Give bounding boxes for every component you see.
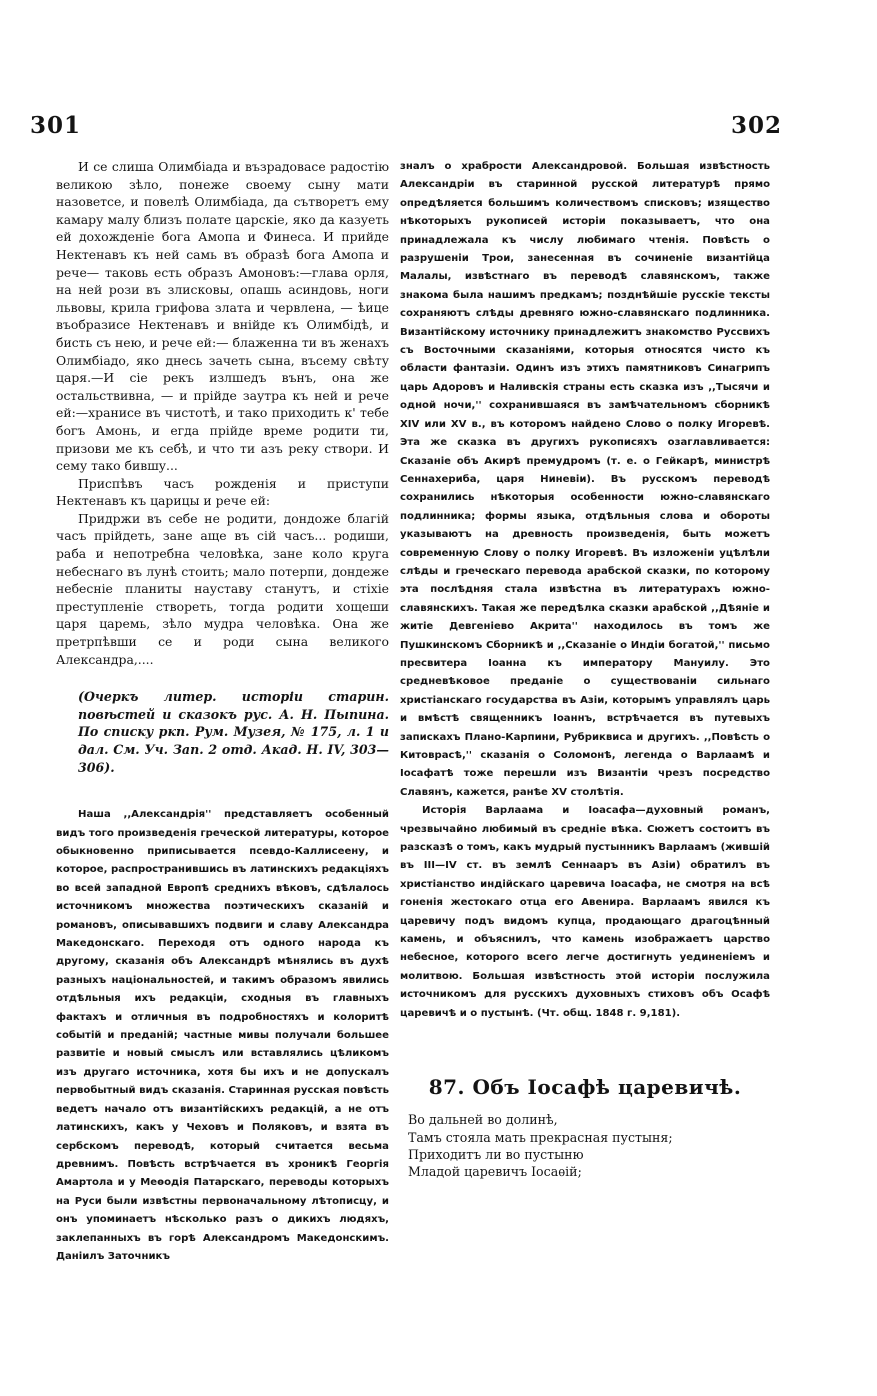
song-text bbox=[56, 158, 389, 668]
poem-line: Тамъ стояла мать прекрасная пустыня; bbox=[408, 1129, 673, 1145]
commentary-text bbox=[400, 158, 770, 1023]
commentary-paragraph: зналъ о храбрости Александровой. Большая извѣстность Александріи въ старинной русской литературѣ прямо опредѣляется большимъ количествомъ списковъ; изящество нѣкоторыхъ рукописей исторіи показываетъ, что она принадлежала къ числу любимаго чтенія. Повѣсть о разрушеніи Трои, занесенная въ сочиненіе византійца Малалы, извѣстнаго въ переводѣ славянскомъ, также знакома была нашимъ предкамъ; позднѣйшіе русскіе тексты сохраняютъ слѣды древняго южно-славянскаго подлинника. Византійскому источнику принадлежитъ знакомство Руссвихъ съ Восточными сказаніями, которыя относятся чисто къ области фантазіи. Одинъ изъ этихъ памятниковъ Синагрипъ царь Адоровъ и Наливскія страны есть сказка изъ ,,Тысячи и одной ночи,'' сохранившаяся въ замѣчательномъ сборникѣ XIV или XV в., въ которомъ найдено Слово о полку Игоревѣ. Эта же сказка въ другихъ рукописяхъ озаглавливается: Сказаніе объ Акирѣ премудромъ (т. е. о Гейкарѣ, министрѣ Сеннахериба, царя Ниневіи). Въ русскомъ переводѣ сохранились нѣкоторыя особенности южно-славянскаго подлинника; формы языка, отдѣльныя слова и обороты указываютъ на древность произведенія, быть можетъ современную Слову о полку Игоревѣ. Въ изложеніи уцѣлѣли слѣды и греческаго перевода арабской сказки, по которому эта послѣдняя стала извѣстна въ литературахъ южно-славянскихъ. Такая же передѣлка сказки арабской ,,Дѣяніе и житіе Девгеніево Акрита'' находилось въ томъ же Пушкинскомъ Сборникѣ и ,,Сказаніе о Индіи богатой,'' письмо пресвитера Іоанна къ императору Мануилу. Это средневѣковое преданіе о существованіи сильнаго христіанскаго государства въ Азіи, которымъ управлялъ царь и вмѣстѣ священникъ Іоаннъ, встрѣчается въ путевыхъ запискахъ Плано-Карпини, Рубриквиса и другихъ. ,,Повѣсть о Китоврасѣ,'' сказанія о Соломонѣ, легенда о Варлаамѣ и Іосафатѣ тоже перешли изъ Византіи чрезъ посредство Славянъ, кажется, ранѣе XV столѣтія. bbox=[400, 161, 770, 798]
poem-line: Приходитъ ли во пустыню bbox=[408, 1146, 584, 1162]
page-number-right: 302 bbox=[731, 112, 783, 139]
right-column bbox=[400, 158, 770, 1181]
song-paragraph: Придржи въ себе не родити, дондоже благій часъ прійдеть, зане аще въ сій часъ... родиши, раба и непотребна человѣка, зане коло круга небеснаго въ лунѣ стоить; мало потерпи, дондеже небесніе планиты науставу станутъ, и стіхіе преступленіе створеть, тогда родити хощеши царя царемь, зѣло мудра человѣка. Она же претрпѣвши се и роди сына великого Александра,.... bbox=[56, 510, 389, 667]
left-column bbox=[56, 158, 389, 1266]
source-reference: (Очеркъ литер. исторіи старин. повѣстей и сказокъ рус. А. Н. Пыпина. По списку ркп. Рум. Музея, № 175, л. 1 и дал. См. Уч. Зап. 2 отд. Акад. Н. IV, 303—306). bbox=[78, 689, 389, 775]
poem-line: Во дальней во долинѣ, bbox=[408, 1112, 558, 1128]
poem-line: Младой царевичъ Іосаѳій; bbox=[408, 1164, 582, 1180]
song-paragraph: Приспѣвъ часъ рожденія и приступи Нектенавъ къ царицы и рече ей: bbox=[56, 475, 389, 509]
commentary-paragraph: Наша ,,Александрія'' представляетъ особенный видъ того произведенія греческой литературы, которое обыкновенно приписывается псевдо-Каллисеену, и которое, распространившись въ латинскихъ редакціяхъ во всей западной Европѣ среднихъ вѣковъ, сдѣлалось источникомъ множества поэтическихъ сказаній и романовъ, описывавшихъ подвиги и славу Александра Македонскаго. Переходя отъ одного народа къ другому, сказанія объ Александрѣ мѣнялись въ духѣ разныхъ національностей, и такимъ образомъ явились отдѣльныя ихъ редакціи, сходныя въ главныхъ фактахъ и отличныя въ подробностяхъ и колоритѣ событій и преданій; частные мивы получали большее развитіе и новый смыслъ или вставлялись цѣликомъ изъ другаго источника, хотя бы ихъ и не допускалъ первобытный видъ сказанія. Старинная русская повѣсть ведетъ начало отъ византійскихъ редакцій, а не отъ латинскихъ, какъ у Чеховъ и Поляковъ, и взята въ сербскомъ переводѣ, который считается весьма древнимъ. Повѣсть встрѣчается въ хроникѣ Георгія Амартола и у Меѳодія Патарскаго, переводы которыхъ на Руси были извѣстны первоначальному лѣтописцу, и онъ упоминаетъ нѣсколько разъ о дикихъ людяхъ, заклепанныхъ въ горѣ Александромъ Македонскимъ. Даніилъ Заточникъ bbox=[56, 809, 389, 1262]
commentary-paragraph: Исторія Варлаама и Іоасафа—духовный романъ, чрезвычайно любимый въ средніе вѣка. Сюжетъ состоитъ въ разсказѣ о томъ, какъ мудрый пустынникъ Варлаамъ (жившій въ III—IV ст. въ землѣ Сеннааръ въ Азіи) обратилъ въ христіанство индійскаго царевича Іоасафа, не смотря на всѣ гоненія жестокаго отца его Авенира. Варлаамъ явился къ царевичу подъ видомъ купца, продающаго драгоцѣнный камень, и объяснилъ, что камень изображаетъ царство небесное, которого всего легче достигнуть уединеніемъ и молитвою. Большая извѣстность этой исторіи послужила источникомъ для русскихъ духовныхъ стиховъ объ Осафѣ царевичѣ и о пустынѣ. (Чт. общ. 1848 г. 9,181). bbox=[400, 805, 770, 1019]
song-heading: 87. Объ Іосафѣ царевичѣ. bbox=[428, 1075, 742, 1100]
song-paragraph: И се слиша Олимбіада и възрадовасе радостію великою зѣло, понеже своему сыну мати назоветсе, и повелѣ Олимбіада, да сътворетъ ему камару малу близъ полате царскіе, яко да казуеть ей дохожденіе бога Амопа и Финеса. И прийде Нектенавъ къ ней самь въ образѣ бога Амопа и рече— таковь есть образъ Амоновъ:—глава орля, на ней рози въ злисковы, опашь асиндовь, ноги львовы, крила грифова злата и червлена, — ѣице въобразисе Нектенавъ и внійде къ Олимбідѣ, и бисть съ нею, и рече ей:— блаженна ти въ женахъ Олимбіадо, яко днесь зачеть сына, въсему свѣту царя.—И сіе рекъ излшедъ вънъ, она же остальствивна, — и прійде заутра къ ней и рече ей:—хранисе въ чистотѣ, и тако приходить к' тебе богъ Амонь, и егда прійде време родити ти, призови ме къ себѣ, и что ти азъ реку створи. И сему тако бившу... bbox=[56, 159, 389, 474]
poem bbox=[400, 1111, 770, 1181]
page-number-left: 301 bbox=[30, 112, 82, 139]
commentary-text bbox=[56, 806, 389, 1266]
